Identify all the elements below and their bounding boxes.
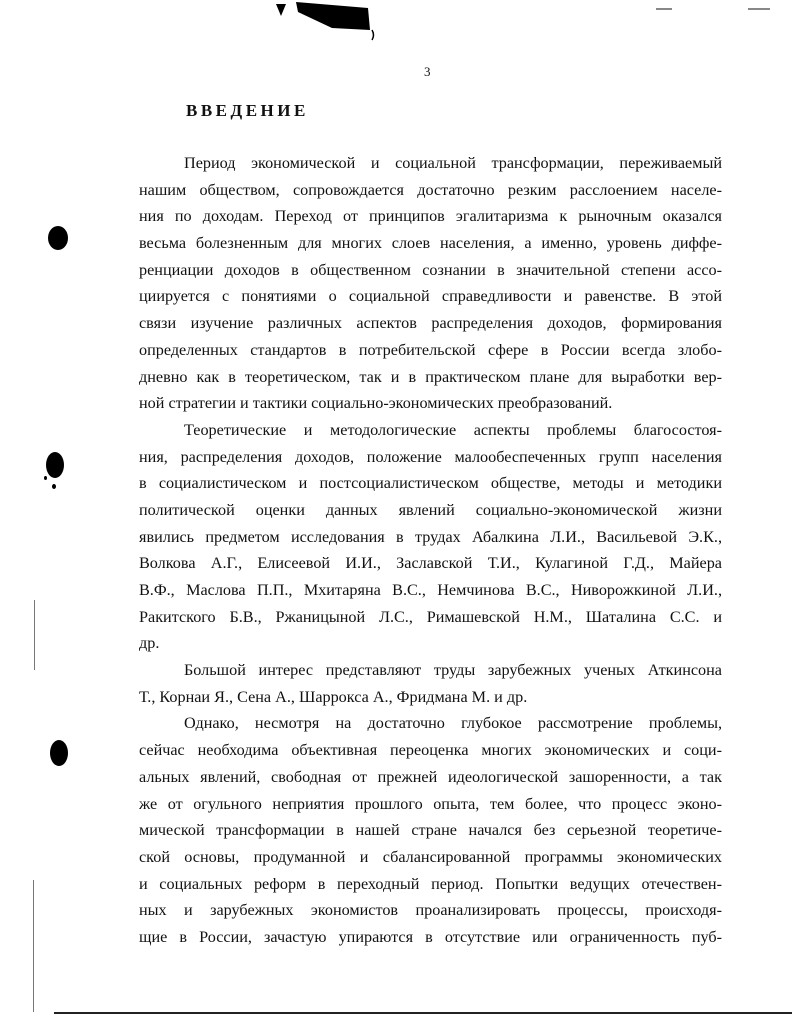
text-line: ния, распределения доходов, положение малообеспеченных групп населения xyxy=(139,447,722,466)
bottom-edge-line xyxy=(54,1012,792,1014)
text-line: сейчас необходима объективная переоценка многих экономических и соци- xyxy=(139,741,722,760)
text-line: Большой интерес представляют труды зарубежных ученых Аткинсона xyxy=(184,661,722,680)
text-line: циируется с понятиями о социальной справедливости и равенстве. В этой xyxy=(139,287,722,306)
page-number: 3 xyxy=(424,64,431,79)
text-line: политической оценки данных явлений социально-экономической жизни xyxy=(139,500,722,519)
text-line: ния по доходам. Переход от принципов эгалитаризма к рыночным оказался xyxy=(139,207,722,226)
text-line: определенных стандартов в потребительской сфере в России всегда злобо- xyxy=(139,340,722,359)
edge-mark xyxy=(748,8,770,10)
text-line: ской основы, продуманной и сбалансированной программы экономических xyxy=(139,847,722,866)
text-line: мической трансформации в нашей стране начался без серьезной теоретиче- xyxy=(139,821,722,840)
text-line: Волкова А.Г., Елисеевой И.И., Заславской Т.И., Кулагиной Г.Д., Майера xyxy=(139,554,722,573)
scan-artifact-blot xyxy=(272,0,382,42)
text-line: весьма болезненным для многих слоев населения, а именно, уровень диффе- xyxy=(139,234,722,253)
punch-hole xyxy=(46,452,64,478)
text-line: и социальных реформ в переходный период. Попытки ведущих отечествен- xyxy=(139,874,722,893)
text-line: Однако, несмотря на достаточно глубокое рассмотрение проблемы, xyxy=(184,714,722,733)
text-line: Т., Корнаи Я., Сена А., Шаррокса А., Фридмана М. и др. xyxy=(139,687,528,706)
text-line: др. xyxy=(139,634,160,653)
text-line: ных и зарубежных экономистов проанализировать процессы, происходя- xyxy=(139,901,722,920)
scan-margin-line xyxy=(33,880,34,1012)
scan-speck xyxy=(44,476,47,480)
text-line: щие в России, зачастую упираются в отсутствие или ограниченность пуб- xyxy=(139,927,722,946)
text-line: нашим обществом, сопровождается достаточно резким расслоением населе- xyxy=(139,180,722,199)
scan-margin-line xyxy=(34,600,35,670)
text-line: ренциации доходов в общественном сознании в значительной степени ассо- xyxy=(139,260,722,279)
scan-speck xyxy=(52,484,56,489)
body-text xyxy=(139,150,722,951)
text-line: в социалистическом и постсоциалистическом обществе, методы и методики xyxy=(139,474,722,493)
text-line: Ракитского Б.В., Ржаницыной Л.С., Римашевской Н.М., Шаталина С.С. и xyxy=(139,607,722,626)
text-line: В.Ф., Маслова П.П., Мхитаряна В.С., Немчинова В.С., Ниворожкиной Л.И., xyxy=(139,581,722,599)
text-line: ной стратегии и тактики социально-экономических преобразований. xyxy=(139,394,613,413)
text-line: Теоретические и методологические аспекты проблемы благосостоя- xyxy=(184,420,722,439)
text-line: дневно как в теоретическом, так и в практическом плане для выработки вер- xyxy=(139,367,722,386)
text-line: явились предметом исследования в трудах Абалкина Л.И., Васильевой Э.К., xyxy=(139,527,722,546)
punch-hole xyxy=(50,740,68,766)
text-line: же от огульного неприятия прошлого опыта, тем более, что процесс эконо- xyxy=(139,794,722,813)
section-heading: ВВЕДЕНИЕ xyxy=(186,101,309,120)
text-line: связи изучение различных аспектов распределения доходов, формирования xyxy=(139,314,722,333)
edge-mark xyxy=(656,8,672,10)
punch-hole xyxy=(48,226,68,250)
text-line: альных явлений, свободная от прежней идеологической зашоренности, а так xyxy=(139,767,722,786)
text-line: Период экономической и социальной трансформации, переживаемый xyxy=(184,154,722,172)
